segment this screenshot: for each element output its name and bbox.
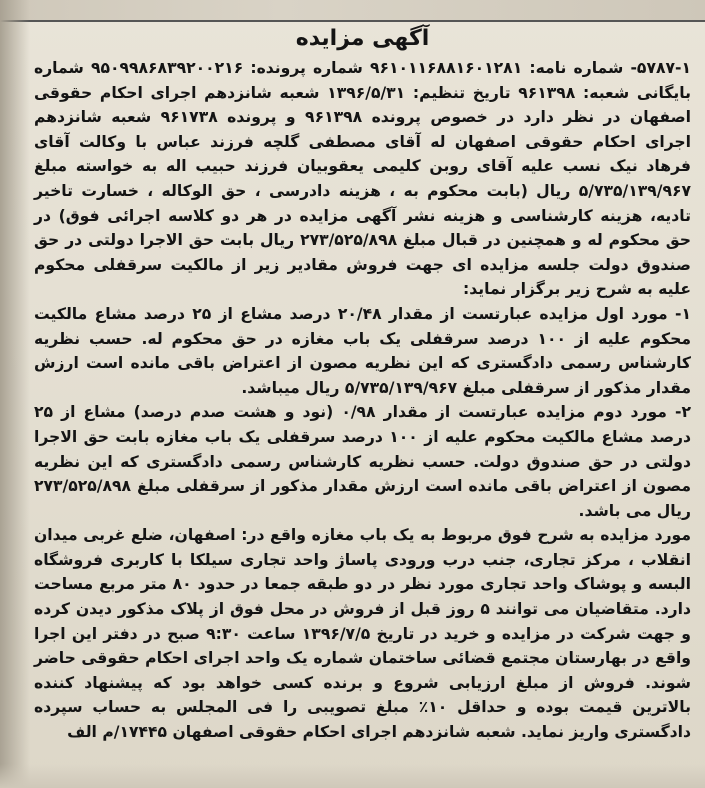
notice-paragraph-item-2: ۲- مورد دوم مزایده عبارتست از مقدار ۰/۹۸ (نود و هشت صدم درصد) مشاع از ۲۵ درصد مشاع مالکیت محکوم علیه از ۱۰۰ درصد سرقفلی یک باب مغازه بابت حق الاجرا دولتی در حق صندوق دولت. حسب نظریه کارشناس رسمی دادگستری که این نظریه مصون از اعتراض باقی مانده است ارزش مقدار مذکور از سرقفلی مبلغ ۲۷۳/۵۲۵/۸۹۸ ریال می باشد. <box>34 403 692 520</box>
notice-paragraph-details: مورد مزایده به شرح فوق مربوط به یک باب مغازه واقع در: اصفهان، ضلع غربی میدان انقلاب ، مرکز تجاری، جنب درب ورودی پاساژ واحد تجاری سیلکا با کاربری فروشگاه البسه و پوشاک واحد تجاری مورد نظر در دو طبقه جمعا در حدود ۸۰ متر مربع مساحت دارد. متقاضیان می توانند ۵ روز قبل از فروش در محل فوق از پلاک مذکور دیدن کرده و جهت شرکت در مزایده و خرید در تاریخ ۱۳۹۶/۷/۵ ساعت ۹:۳۰ صبح در دفتر این اجرا واقع در بهارستان مجتمع قضائی ساختمان شماره یک واحد اجرای احکام حقوقی حاضر شوند. فروش از مبلغ ارزیابی شروع و برنده کسی خواهد بود که پیشنهاد کننده بالاترین قیمت بوده و حداقل ۱۰٪ مبلغ تصویبی را فی المجلس به حساب سپرده دادگستری واریز نماید. شعبه شانزدهم اجرای احکام حقوقی اصفهان ۱۷۴۴۵/م الف <box>34 526 691 742</box>
notice-paragraph-item-1: ۱- مورد اول مزایده عبارتست از مقدار ۲۰/۴۸ درصد مشاع از ۲۵ درصد مشاع مالکیت محکوم علیه از ۱۰۰ درصد سرقفلی یک باب مغازه در حق محکوم له. حسب نظریه کارشناس رسمی دادگستری که این نظریه مصون از اعتراض باقی مانده است ارزش مقدار مذکور از سرقفلی مبلغ ۵/۷۳۵/۱۳۹/۹۶۷ ریال میباشد. <box>34 304 691 397</box>
notice-paragraph-intro: ۵۷۸۷-۱- شماره نامه: ۹۶۱۰۱۱۶۸۸۱۶۰۱۲۸۱ شماره پرونده: ۹۵۰۹۹۸۶۸۳۹۲۰۰۲۱۶ شماره بایگانی شعبه: ۹۶۱۳۹۸ تاریخ تنظیم: ۱۳۹۶/۵/۳۱ شعبه شانزدهم اجرای احکام حقوقی اصفهان در نظر دارد در خصوص پرونده ۹۶۱۳۹۸ و پرونده ۹۶۱۷۳۸ شعبه شانزدهم اجرای احکام حقوقی اصفهان له آقای مصطفی گلچه فرزند عباس با وکالت آقای فرهاد نیک نسب علیه آقای روبن کلیمی یعقوبیان فرزند حبیب اله به خواسته مبلغ ۵/۷۳۵/۱۳۹/۹۶۷ ریال (بابت محکوم به ، هزینه دادرسی ، حق الوکاله ، خسارت تاخیر تادیه، هزینه کارشناسی و هزینه نشر آگهی مزایده در هر دو کلاسه اجرائی فوق) در حق محکوم له و همچنین در قبال مبلغ ۲۷۳/۵۲۵/۸۹۸ ریال بابت حق الاجرا دولتی در حق صندوق دولت جلسه مزایده ای جهت فروش مقادیر زیر از مالکیت سرقفلی محکوم علیه به شرح زیر برگزار نماید: <box>34 59 691 299</box>
auction-notice <box>0 24 705 764</box>
notice-body <box>34 56 691 745</box>
header-strip <box>0 0 705 22</box>
footer-strip <box>0 764 705 788</box>
page-edge-shadow <box>0 0 30 788</box>
header-rule <box>0 20 705 22</box>
notice-title: آگهی مزایده <box>295 26 430 51</box>
